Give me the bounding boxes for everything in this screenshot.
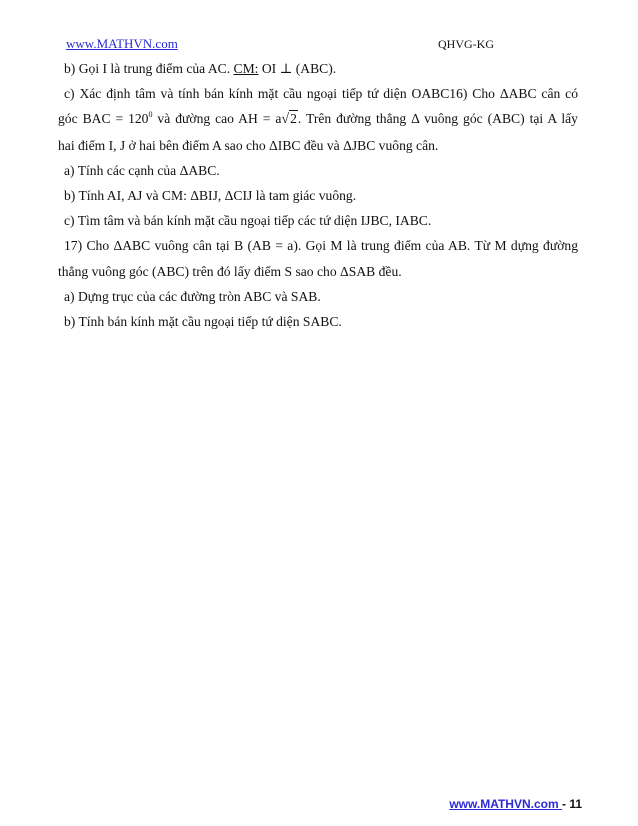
- text-line-9: thẳng vuông góc (ABC) trên đó lấy điểm S sao cho ΔSAB đều.: [58, 263, 402, 279]
- text-line-5: a) Tính các cạnh của ΔABC.: [64, 162, 220, 178]
- page-footer: [449, 797, 582, 811]
- text-line-1: [58, 56, 578, 81]
- document-code: QHVG-KG: [438, 37, 494, 51]
- page-header: [66, 36, 572, 54]
- page-number: - 11: [561, 797, 582, 811]
- document-body: [58, 56, 578, 334]
- line3-tail: . Trên đường thẳng Δ vuông góc (ABC) tại A lấy: [297, 111, 578, 127]
- line3-text: góc BAC = 120: [58, 111, 149, 127]
- radical-sign-icon: √: [281, 112, 290, 128]
- text-line-11: b) Tính bán kính mặt cầu ngoại tiếp tứ diện SABC.: [64, 314, 342, 330]
- line3-mid: và đường cao AH = a: [152, 111, 282, 127]
- cm-abbrev: CM:: [233, 61, 259, 76]
- line1-text: b) Gọi I là trung điểm của AC.: [64, 61, 234, 76]
- text-line-3: [58, 106, 578, 132]
- text-line-8: 17) Cho ΔABC vuông cân tại B (AB = a). Gọi M là trung điểm của AB. Từ M dựng đường: [64, 238, 578, 254]
- text-line-6: b) Tính AI, AJ và CM: ΔBIJ, ΔCIJ là tam giác vuông.: [64, 188, 357, 204]
- header-site-link[interactable]: www.MATHVN.com: [66, 36, 178, 51]
- degree-superscript: 0: [148, 110, 153, 120]
- text-line-7: c) Tìm tâm và bán kính mặt cầu ngoại tiếp các tứ diện IJBC, IABC.: [64, 213, 432, 229]
- text-line-4: hai điểm I, J ở hai bên điểm A sao cho ΔIBC đều và ΔJBC vuông cân.: [58, 137, 439, 153]
- sqrt-radicand: 2: [290, 111, 297, 127]
- footer-site-link[interactable]: www.MATHVN.com: [449, 797, 562, 811]
- text-line-2: c) Xác định tâm và tính bán kính mặt cầu ngoại tiếp tứ diện OABC16) Cho ΔABC cân có: [64, 86, 578, 102]
- text-line-10: a) Dựng trục của các đường tròn ABC và SAB.: [64, 288, 321, 304]
- sqrt-expression: [281, 106, 297, 132]
- line1-tail: OI ⊥ (ABC).: [258, 61, 337, 76]
